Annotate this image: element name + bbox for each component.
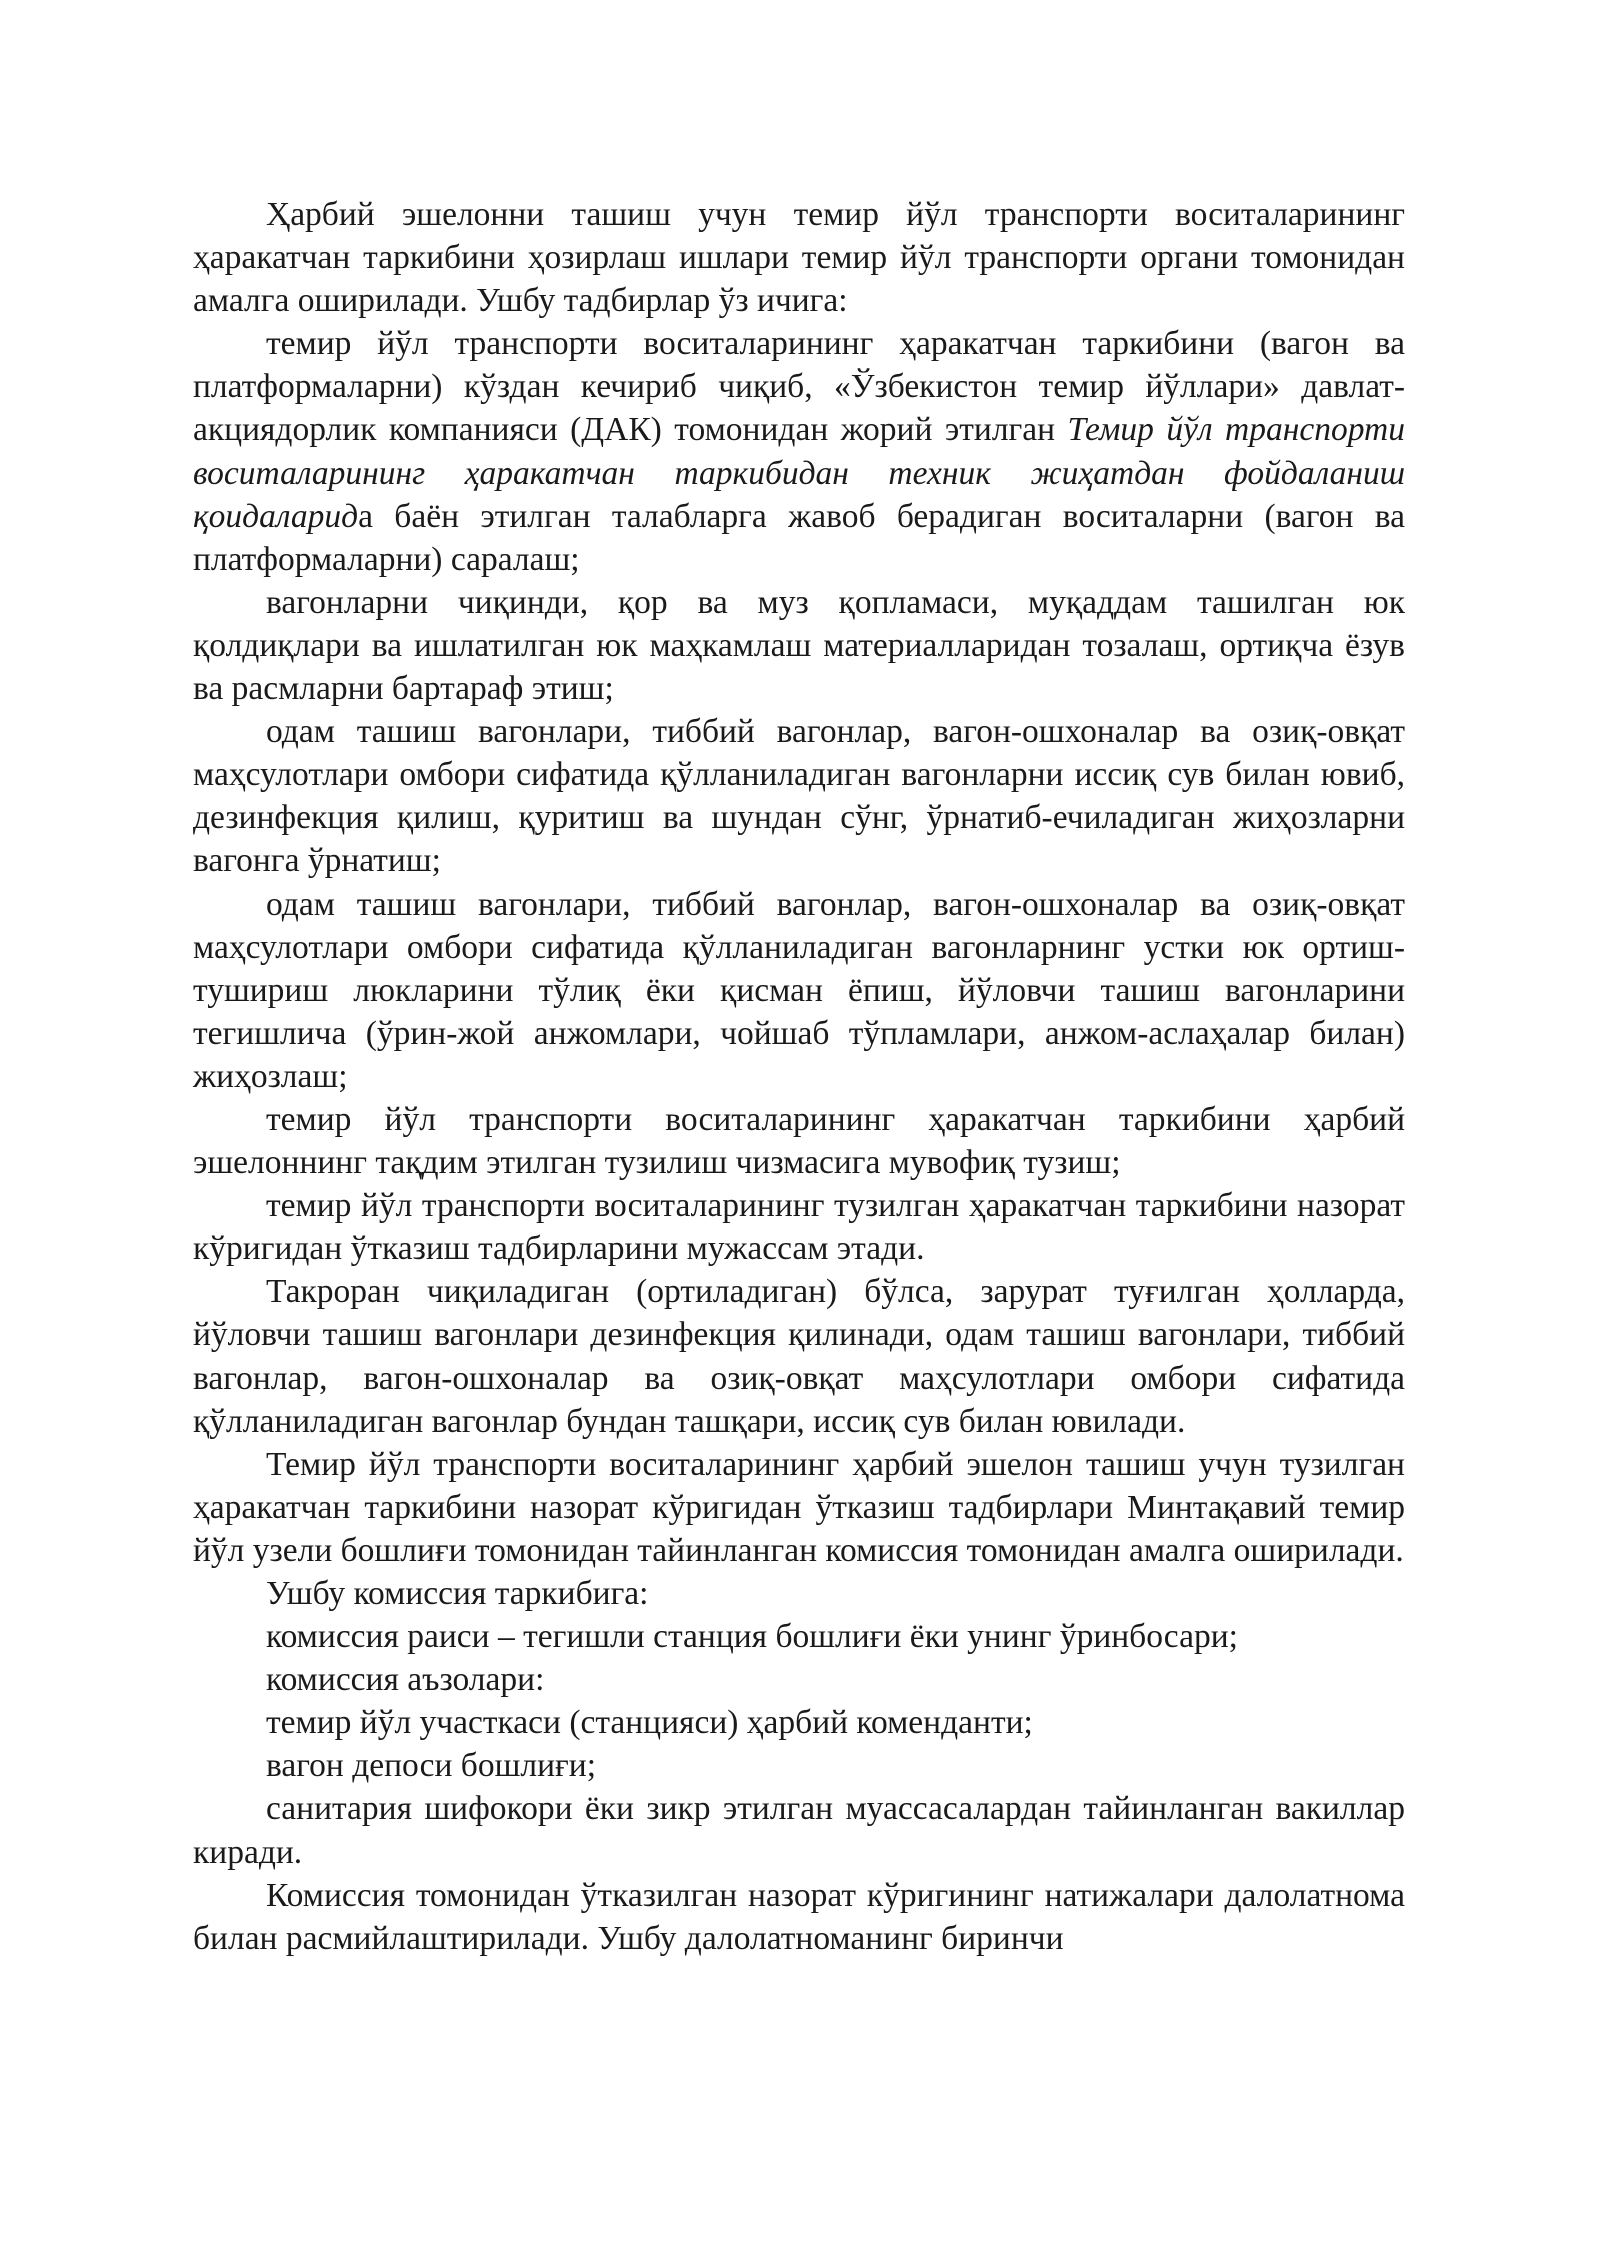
paragraph: Ҳарбий эшелонни ташиш учун темир йўл транспорти воситаларининг ҳаракатчан таркибини ҳозирлаш ишлари темир йўл транспорти органи томонидан амалга оширилади. Ушбу тадбирлар ўз ичига: [193,196,1405,320]
paragraph: темир йўл транспорти воситаларининг ҳаракатчан таркибини ҳарбий эшелоннинг тақдим этилган тузилиш чизмасига мувофиқ тузиш; [193,1100,1405,1182]
paragraph: Такроран чиқиладиган (ортиладиган) бўлса, зарурат туғилган ҳолларда, йўловчи ташиш вагонлари дезинфекция қилинади, одам ташиш вагонлари, тиббий вагонлар, вагон-ошхоналар ва озиқ-овқат маҳсулотлари омбори сифатида қўлланиладиган вагонлар бундан ташқари, иссиқ сув билан ювилади. [193,1273,1405,1440]
paragraph: комиссия аъзолари: [266,1661,545,1699]
paragraph: одам ташиш вагонлари, тиббий вагонлар, вагон-ошхоналар ва озиқ-овқат маҳсулотлари омбори сифатида қўлланиладиган вагонларнинг устки юк ортиш-тушириш люкларини тўлиқ ёки қисман ёпиш, йўловчи ташиш вагонларини тегишлича (ўрин-жой анжомлари, чойшаб тўпламлари, анжом-аслаҳалар билан) жиҳозлаш; [193,885,1405,1095]
paragraph-text: а баён этилган талабларга жавоб берадиган воситаларни (вагон ва платформаларни) саралаш; [193,497,1405,578]
document-body [193,193,1405,1960]
paragraph: вагон депоси бошлиғи; [266,1747,597,1785]
paragraph: Ушбу комиссия таркибига: [266,1575,649,1612]
paragraph: темир йўл участкаси (станцияси) ҳарбий коменданти; [266,1704,1033,1742]
paragraph: санитария шифокори ёки зикр этилган муассасалардан тайинланган вакиллар киради. [193,1790,1405,1871]
paragraph: темир йўл транспорти воситаларининг тузилган ҳаракатчан таркибини назорат кўригидан ўтказиш тадбирларини мужассам этади. [193,1187,1405,1268]
paragraph: Комиссия томонидан ўтказилган назорат кўригининг натижалари далолатнома билан расмийлаштирилади. Ушбу далолатноманинг биринчи [193,1876,1405,1957]
paragraph: Темир йўл транспорти воситаларининг ҳарбий эшелон ташиш учун тузилган ҳаракатчан таркибини назорат кўригидан ўтказиш тадбирлари Минтақавий темир йўл узели бошлиғи томонидан тайинланган комиссия томонидан амалга оширилади. [193,1445,1405,1569]
paragraph: одам ташиш вагонлари, тиббий вагонлар, вагон-ошхоналар ва озиқ-овқат маҳсулотлари омбори сифатида қўлланиладиган вагонларни иссиқ сув билан ювиб, дезинфекция қилиш, қуритиш ва шундан сўнг, ўрнатиб-ечиладиган жиҳозларни вагонга ўрнатиш; [193,713,1405,880]
italic-document-title: Темир йўл транспорти воситаларининг ҳаракатчан таркибидан техник жиҳатдан фойдаланиш қоидаларид [193,411,1405,535]
paragraph: комиссия раиси – тегишли станция бошлиғи ёки унинг ўринбосари; [266,1618,1238,1656]
paragraph: вагонларни чиқинди, қор ва муз қопламаси, муқаддам ташилган юк қолдиқлари ва ишлатилган юк маҳкамлаш материалларидан тозалаш, ортиқча ёзув ва расмларни бартараф этиш; [193,583,1405,708]
paragraph [193,322,1405,581]
paragraph-text: темир йўл транспорти воситаларининг ҳаракатчан таркибини (вагон ва платформаларни) кўздан кечириб чиқиб, «Ўзбекистон темир йўллари» давлат-акциядорлик компанияси (ДАК) томонидан жорий этилган [193,325,1405,449]
